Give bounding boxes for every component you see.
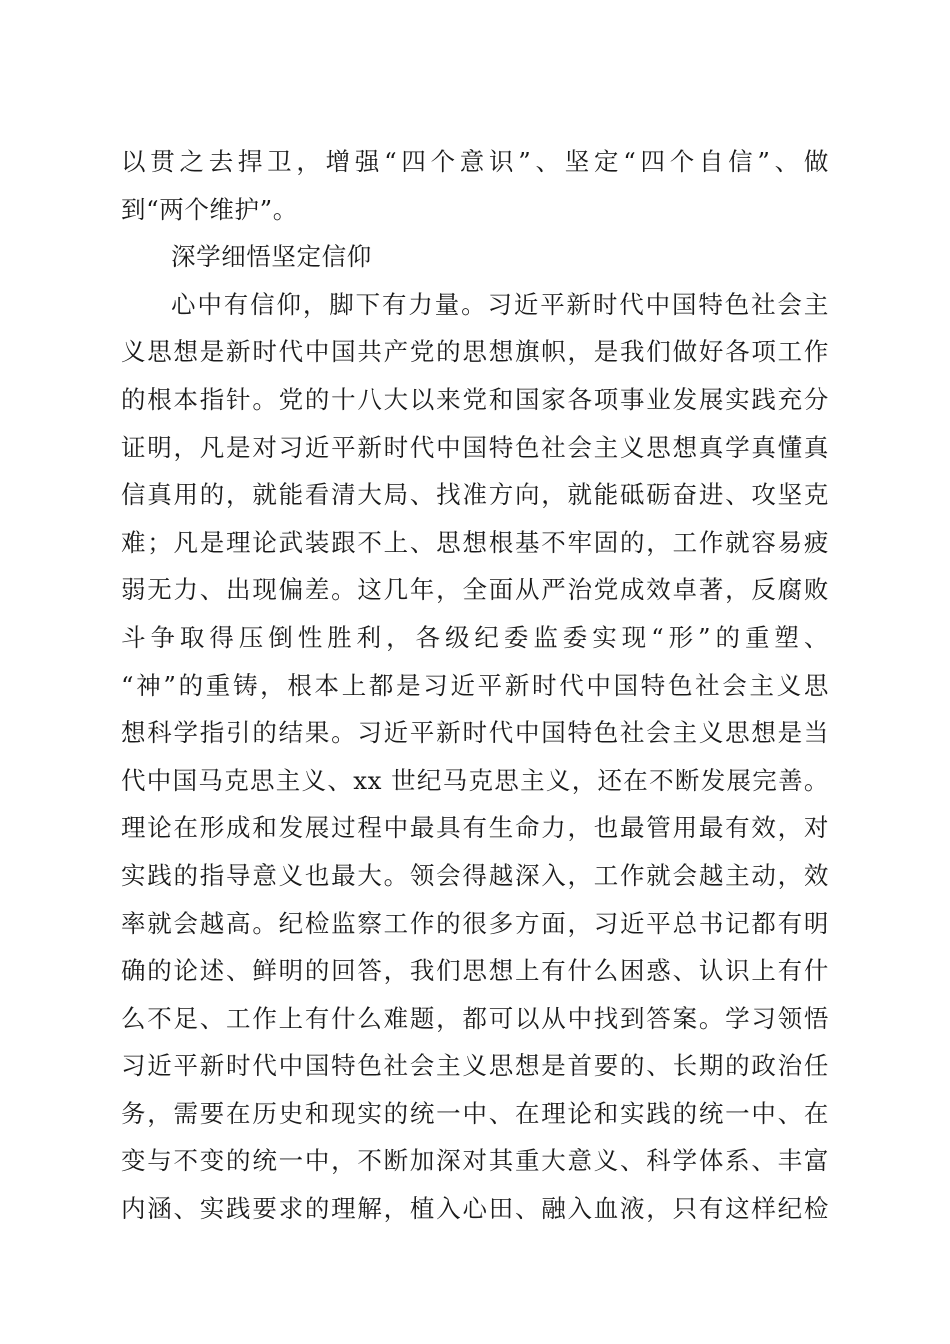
text-line: 弱无力、出现偏差。这几年，全面从严治党成效卓著，反腐败 [121, 575, 829, 605]
text-line: 变与不变的统一中，不断加深对其重大意义、科学体系、丰富 [121, 1146, 829, 1176]
section-heading: 深学细悟坚定信仰 [171, 242, 372, 272]
text-line: 理论在形成和发展过程中最具有生命力，也最管用最有效，对 [121, 813, 829, 843]
text-line: “神”的重铸，根本上都是习近平新时代中国特色社会主义思 [121, 670, 829, 700]
text-line: 么不足、工作上有什么难题，都可以从中找到答案。学习领悟 [121, 1003, 829, 1033]
text-line: 的根本指针。党的十八大以来党和国家各项事业发展实践充分 [121, 384, 829, 414]
body-text [121, 138, 829, 1233]
text-line: 证明，凡是对习近平新时代中国特色社会主义思想真学真懂真 [121, 432, 829, 462]
text-line: 务，需要在历史和现实的统一中、在理论和实践的统一中、在 [121, 1098, 829, 1128]
text-line: 确的论述、鲜明的回答，我们思想上有什么困惑、认识上有什 [121, 956, 829, 986]
text-line: 习近平新时代中国特色社会主义思想是首要的、长期的政治任 [121, 1051, 829, 1081]
text-line: 义思想是新时代中国共产党的思想旗帜，是我们做好各项工作 [121, 337, 829, 367]
text-line: 内涵、实践要求的理解，植入心田、融入血液，只有这样纪检 [121, 1194, 829, 1224]
text-line: 难；凡是理论武装跟不上、思想根基不牢固的，工作就容易疲 [121, 527, 829, 557]
text-line: 斗争取得压倒性胜利，各级纪委监委实现“形”的重塑、 [121, 622, 829, 652]
text-line: 心中有信仰，脚下有力量。习近平新时代中国特色社会主 [171, 289, 829, 319]
text-line: 到“两个维护”。 [121, 194, 298, 224]
text-line: 以贯之去捍卫，增强“四个意识”、坚定“四个自信”、做 [121, 147, 829, 176]
text-line: 代中国马克思主义、xx 世纪马克思主义，还在不断发展完善。 [121, 765, 829, 795]
text-line: 率就会越高。纪检监察工作的很多方面，习近平总书记都有明 [121, 908, 829, 938]
text-line: 信真用的，就能看清大局、找准方向，就能砥砺奋进、攻坚克 [121, 480, 829, 510]
text-line: 想科学指引的结果。习近平新时代中国特色社会主义思想是当 [121, 718, 829, 748]
text-line: 实践的指导意义也最大。领会得越深入，工作就会越主动，效 [121, 860, 829, 890]
